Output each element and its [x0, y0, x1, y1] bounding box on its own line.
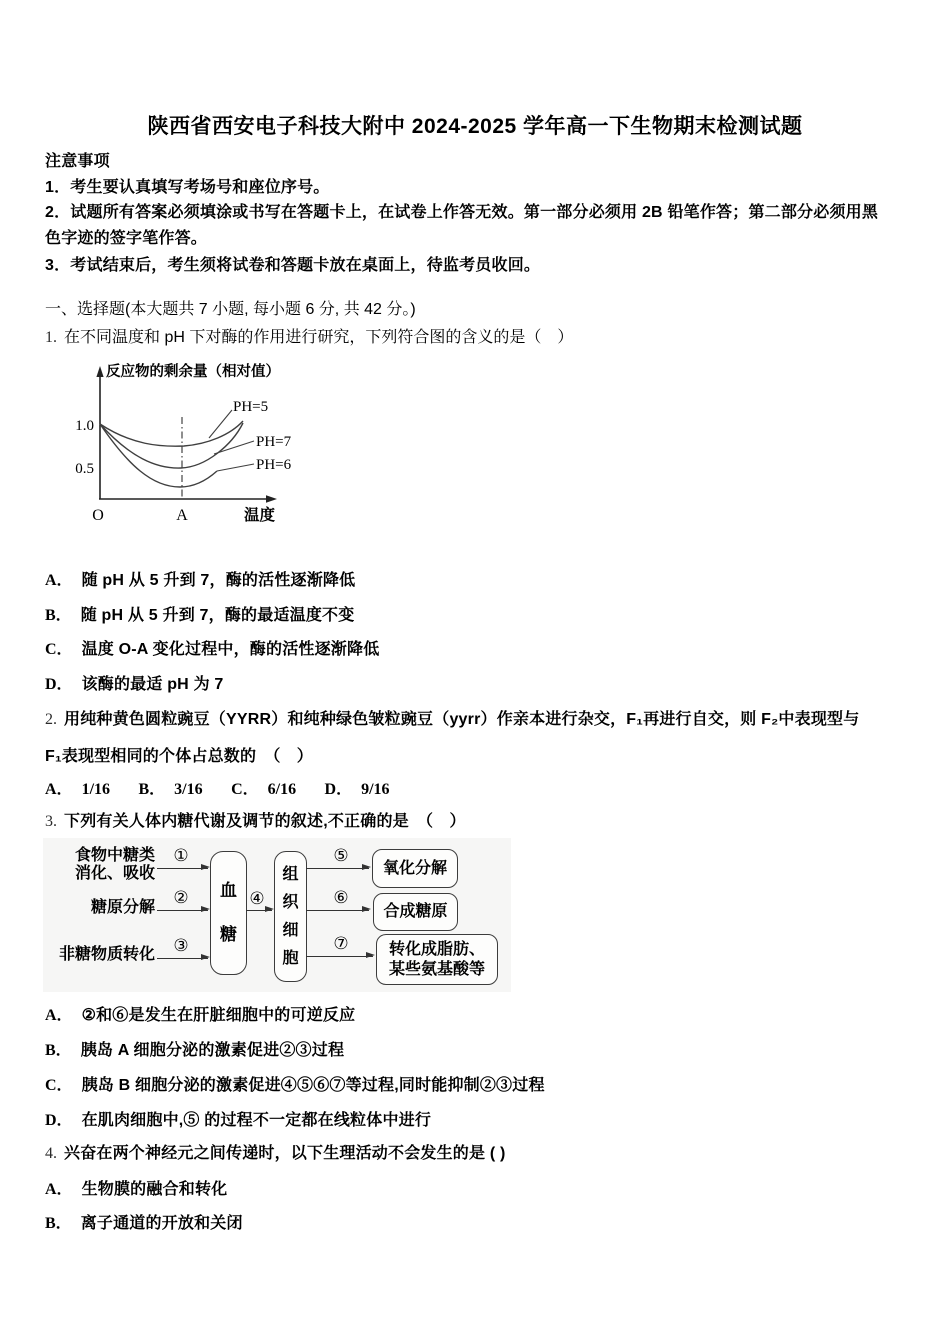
q4-option-a-letter: A． [45, 1181, 73, 1198]
y-axis-arrow-icon [96, 366, 103, 377]
food-label-line2: 消化、吸收 [74, 865, 155, 882]
q3-option-b [45, 1037, 344, 1060]
q3-option-a-text: ②和⑥是发生在肝脏细胞中的可逆反应 [81, 1007, 356, 1024]
q2-option-c-letter: C． [231, 781, 259, 798]
question-1-stem [45, 324, 573, 347]
q4-option-b [45, 1210, 243, 1233]
circled-4: ④ [249, 889, 265, 908]
q2-option-c-text: 6/16 [267, 781, 297, 798]
flow-arrow-3 [157, 958, 208, 959]
enzyme-activity-chart [60, 361, 312, 537]
question-4-text: 兴奋在两个神经元之间传递时，以下生理活动不会发生的是 ( ) [64, 1145, 506, 1162]
diagram-input-glycogen: 糖原分解 [90, 899, 155, 916]
notes-header: 注意事项 [45, 153, 110, 170]
q2-option-b-text: 3/16 [174, 781, 203, 798]
glucose-metabolism-diagram [43, 838, 511, 992]
question-3-stem [45, 808, 466, 831]
q1-option-b [45, 602, 354, 625]
tissue-cell-box [274, 851, 307, 982]
q3-option-d [45, 1107, 431, 1130]
question-3-text: 下列有关人体内糖代谢及调节的叙述,不正确的是 （ ） [64, 813, 466, 830]
curve-label-ph7: PH=7 [256, 434, 292, 450]
x-axis-arrow-icon [266, 495, 277, 503]
glycogen-synthesis-box: 合成糖原 [373, 893, 458, 931]
question-1-text: 在不同温度和 pH 下对酶的作用进行研究，下列符合图的含义的是（ ） [64, 329, 574, 346]
flow-arrow-5 [306, 868, 369, 869]
curve-ph5 [100, 421, 243, 446]
q2-option-d-letter: D． [324, 781, 353, 798]
note-line-3: 3．考试结束后，考生须将试卷和答题卡放在桌面上，待监考员收回。 [45, 257, 541, 274]
q1-option-d [45, 671, 224, 694]
flow-arrow-2 [157, 910, 208, 911]
flow-arrow-6 [306, 910, 369, 911]
fat-box-line2: 某些氨基酸等 [388, 960, 485, 978]
q1-option-d-text: 该酶的最适 pH 为 7 [81, 676, 224, 693]
y-tick-1: 1.0 [75, 418, 94, 434]
fat-conversion-box [376, 934, 498, 985]
circled-5: ⑤ [333, 846, 349, 865]
blood-sugar-box [210, 851, 247, 975]
y-tick-05: 0.5 [75, 461, 94, 477]
leader-ph7 [214, 441, 254, 454]
question-4-number: 4. [45, 1145, 57, 1162]
curve-label-ph5: PH=5 [233, 399, 269, 415]
q3-option-d-text: 在肌肉细胞中,⑤ 的过程不一定都在线粒体中进行 [81, 1112, 432, 1129]
q2-option-b [138, 776, 202, 799]
question-2-text-line2: F₁表现型相同的个体占总数的 （ ） [45, 748, 313, 765]
q1-option-a [45, 567, 355, 590]
circled-1: ① [173, 846, 189, 865]
circled-2: ② [173, 888, 189, 907]
q4-option-a-text: 生物膜的融合和转化 [81, 1181, 228, 1198]
note-line-2 [45, 200, 915, 252]
blood-sugar-label: 血糖 [220, 881, 237, 944]
fat-box-line1: 转化成脂肪、 [388, 940, 485, 958]
q3-option-c-text: 胰岛 B 细胞分泌的激素促进④⑤⑥⑦等过程,同时能抑制②③过程 [81, 1077, 545, 1094]
q3-option-c-letter: C． [45, 1077, 73, 1094]
question-3-number: 3. [45, 813, 57, 830]
leader-ph6 [217, 464, 254, 471]
section-header: 一、选择题(本大题共 7 小题, 每小题 6 分, 共 42 分。) [45, 301, 416, 318]
x-tick-origin: O [92, 507, 104, 524]
flow-arrow-4 [246, 910, 272, 911]
q2-options-row [45, 776, 414, 799]
q1-option-c-letter: C． [45, 641, 73, 658]
note-line-2b: 色字迹的签字笔作答。 [45, 230, 208, 247]
chart-y-axis-label: 反应物的剩余量（相对值） [106, 364, 280, 380]
q4-option-a [45, 1176, 227, 1199]
q2-option-a-letter: A． [45, 781, 73, 798]
question-2-number: 2. [45, 711, 57, 728]
x-tick-A: A [176, 507, 188, 524]
note-line-1: 1．考生要认真填写考场号和座位序号。 [45, 179, 330, 196]
q3-option-d-letter: D． [45, 1112, 73, 1129]
question-4-stem [45, 1140, 506, 1163]
q4-option-b-text: 离子通道的开放和关闭 [80, 1215, 243, 1232]
question-2-text-line1: 用纯种黄色圆粒豌豆（YYRR）和纯种绿色皱粒豌豆（yyrr）作亲本进行杂交，F₁再进行自交，则 F₂中表现型与 [64, 711, 860, 728]
q1-option-a-letter: A． [45, 572, 73, 589]
q3-option-b-text: 胰岛 A 细胞分泌的激素促进②③过程 [80, 1042, 345, 1059]
circled-3: ③ [173, 936, 189, 955]
q1-option-b-letter: B． [45, 607, 72, 624]
q2-option-a [45, 776, 110, 799]
curve-label-ph6: PH=6 [256, 457, 292, 473]
q1-option-b-text: 随 pH 从 5 升到 7，酶的最适温度不变 [80, 607, 355, 624]
q3-option-a-letter: A． [45, 1007, 73, 1024]
q1-option-d-letter: D． [45, 676, 73, 693]
q2-option-d [325, 776, 390, 799]
page-title: 陕西省西安电子科技大附中 2024-2025 学年高一下生物期末检测试题 [147, 115, 803, 138]
note-line-2a: 2．试题所有答案必须填涂或书写在答题卡上，在试卷上作答无效。第一部分必须用 2B 铅笔作答；第二部分必须用黑 [45, 204, 879, 221]
q3-option-c [45, 1072, 545, 1095]
leader-ph5 [209, 410, 232, 438]
q2-option-d-text: 9/16 [361, 781, 390, 798]
q3-option-b-letter: B． [45, 1042, 72, 1059]
chart-x-axis-label: 温度 [244, 507, 276, 524]
flow-arrow-1 [157, 868, 208, 869]
q2-option-a-text: 1/16 [81, 781, 111, 798]
q1-option-a-text: 随 pH 从 5 升到 7，酶的活性逐渐降低 [81, 572, 356, 589]
circled-7: ⑦ [333, 934, 349, 953]
circled-6: ⑥ [333, 888, 349, 907]
q1-option-c [45, 636, 379, 659]
q4-option-b-letter: B． [45, 1215, 72, 1232]
flow-arrow-7 [306, 956, 373, 957]
tissue-cell-label: 组织细胞 [282, 865, 299, 967]
diagram-input-food [43, 847, 155, 883]
question-2-stem [45, 701, 925, 775]
food-label-line1: 食物中糖类 [74, 847, 155, 864]
q2-option-b-letter: B． [138, 781, 166, 798]
diagram-input-nonsugar: 非糖物质转化 [58, 946, 155, 963]
q3-option-a [45, 1002, 355, 1025]
q2-option-c [231, 776, 296, 799]
q1-option-c-text: 温度 O-A 变化过程中，酶的活性逐渐降低 [81, 641, 380, 658]
question-1-number: 1. [45, 329, 57, 346]
oxidation-box: 氧化分解 [372, 849, 458, 888]
